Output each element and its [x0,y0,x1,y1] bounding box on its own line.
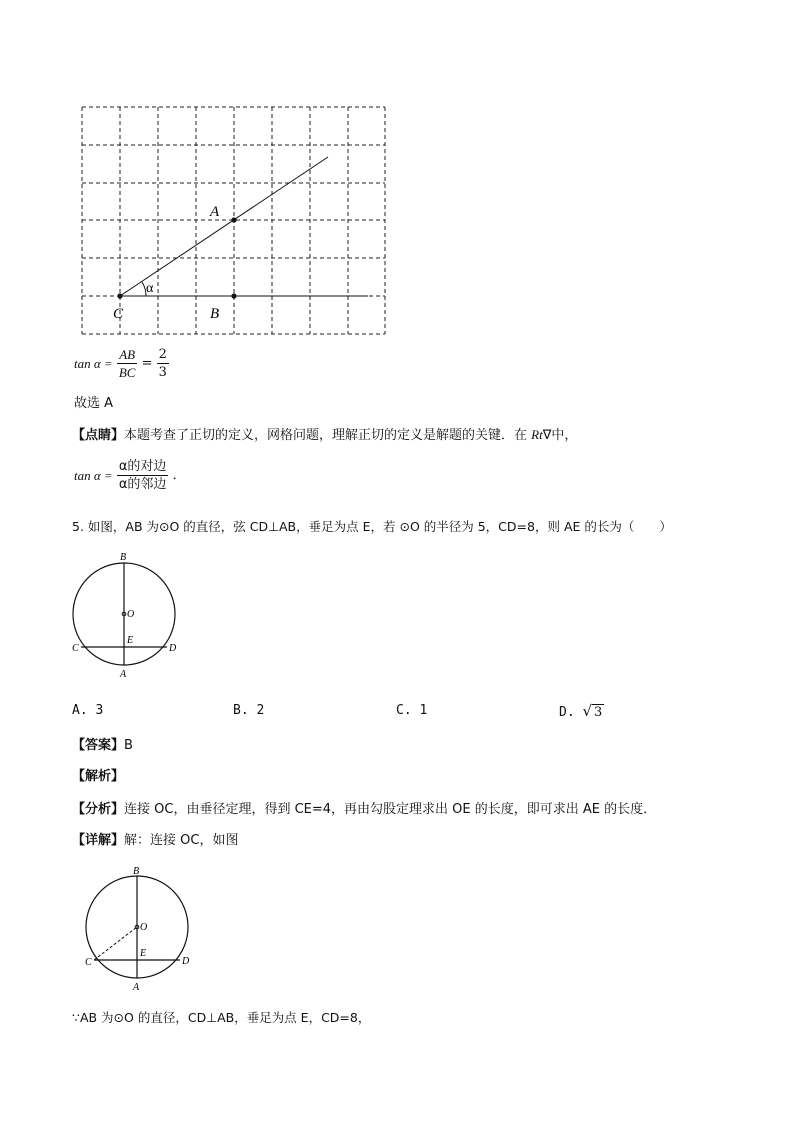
comment-tag: 【点睛】 [72,428,125,443]
option-c [396,704,427,717]
frac-num-2: 2 [158,347,167,362]
option-d-key: D. [559,705,575,720]
analysis-tag: 【解析】 [72,769,125,784]
c2-label-e: E [140,948,147,959]
c1-label-d: D [169,643,177,654]
label-alpha: α [146,281,154,296]
frac-def-num: α的对边 [118,459,167,474]
ray-ca [120,157,328,296]
point-c [117,293,122,298]
option-a-key: A. [72,703,88,718]
answer-val: B [124,738,133,753]
c1-label-c: C [72,643,79,654]
comment-line [72,428,577,442]
comment-rt: Rt [531,427,543,442]
c2-label-c: C [85,957,92,968]
answer-tag: 【答案】 [72,738,125,753]
frac-def [117,460,169,491]
circle-figure-2 [77,864,202,996]
tandef-lhs: tan α = [74,468,113,483]
segment-oc [94,927,137,960]
option-b-key: B. [233,703,249,718]
comment-text: 本题考查了正切的定义，网格问题，理解正切的定义是解题的关键．在 [124,428,532,443]
answer-line [72,739,133,752]
label-a: A [210,204,220,220]
fenxi-line [72,803,656,816]
tan-lhs: tan α = [74,356,113,371]
option-d [559,704,604,719]
option-d-radical: √ [582,702,593,720]
c1-label-a: A [120,669,127,680]
c2-label-b: B [133,866,140,877]
option-c-key: C. [396,703,412,718]
detail-text: 解：连接 OC，如图 [124,833,239,848]
detail-line [72,834,238,847]
frac-ab-bc [117,348,138,379]
option-d-val: 3 [594,705,603,720]
fenxi-text: 连接 OC，由垂径定理，得到 CE=4，再由勾股定理求出 OE 的长度，即可求出 AE 的长度． [124,802,657,817]
grid-figure [70,100,400,345]
choose-line: 故选 A [74,396,114,411]
option-a [72,704,103,717]
circle-figure-1 [64,550,189,682]
comment-tri: ∇ [542,428,552,443]
tan-definition [74,460,186,491]
frac-den-bc: BC [118,365,136,380]
question-5: 5. 如图，AB 为⊙O 的直径，弦 CD⊥AB，垂足为点 E，若 ⊙O 的半径为 5，CD=8，则 AE 的长为（ ） [72,519,672,534]
tan-formula [74,348,169,379]
option-b-val: 2 [256,703,265,718]
c2-label-d: D [182,956,190,967]
fenxi-tag: 【分析】 [72,802,125,817]
tan-eq: = [141,356,153,371]
tandef-dot: ． [172,468,186,483]
frac-den-3: 3 [158,365,167,380]
c1-label-b: B [120,552,127,563]
option-c-val: 1 [419,703,428,718]
frac-2-3 [157,348,169,379]
point-b [231,293,236,298]
option-a-val: 3 [95,703,104,718]
frac-def-den: α的邻边 [118,477,167,492]
comment-zhong: 中， [551,428,578,443]
c2-label-a: A [133,982,140,993]
because-line: ∵AB 为⊙O 的直径，CD⊥AB，垂足为点 E，CD=8， [72,1010,371,1025]
frac-num-ab: AB [119,347,136,362]
c1-label-e: E [127,635,134,646]
label-c: C [113,306,124,322]
detail-tag: 【详解】 [72,833,125,848]
option-b [233,704,264,717]
c2-label-o: O [140,922,148,933]
label-b: B [210,306,220,322]
point-a [231,217,236,222]
c1-label-o: O [127,609,135,620]
